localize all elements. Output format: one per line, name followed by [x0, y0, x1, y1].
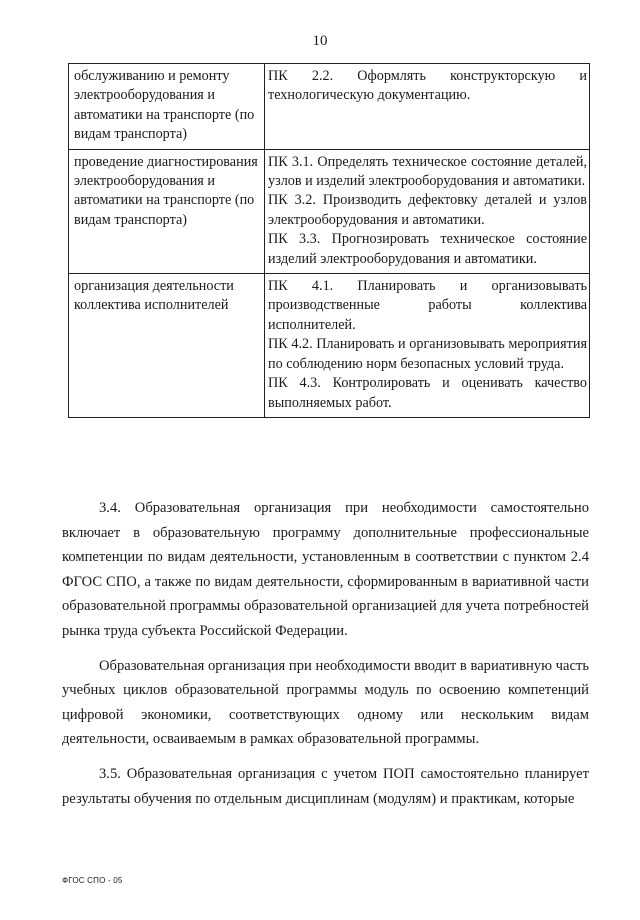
competence-item: ПК 2.2. Оформлять конструкторскую и технологическую документацию. — [268, 68, 587, 104]
competence-table — [68, 63, 590, 418]
paragraph-3-5: 3.5. Образовательная организация с учетом ПОП самостоятельно планирует результаты обучения по отдельным дисциплинам (модулям) и практикам, которые — [62, 765, 589, 807]
competence-item: ПК 4.1. Планировать и организовывать производственные работы коллектива исполнителей. — [268, 278, 587, 333]
body-text — [62, 496, 589, 821]
activity-cell: проведение диагностирования электрооборудования и автоматики на транспорте (по видам транспорта) — [69, 149, 265, 273]
competence-item: ПК 4.3. Контролировать и оценивать качество выполняемых работ. — [268, 375, 587, 411]
activity-cell: организация деятельности коллектива исполнителей — [69, 274, 265, 418]
competence-item: ПК 3.3. Прогнозировать техническое состояние изделий электрооборудования и автоматики. — [268, 231, 587, 267]
table-row — [69, 149, 590, 273]
competences-cell — [265, 64, 590, 150]
document-footer: ФГОС СПО - 05 — [62, 876, 123, 885]
competence-item: ПК 3.2. Производить дефектовку деталей и узлов электрооборудования и автоматики. — [268, 192, 587, 228]
table-row — [69, 64, 590, 150]
competences-cell — [265, 274, 590, 418]
competence-item: ПК 3.1. Определять техническое состояние деталей, узлов и изделий электрооборудования и автоматики. — [268, 153, 587, 190]
competences-cell — [265, 149, 590, 273]
page-number: 10 — [312, 33, 328, 49]
competence-item: ПК 4.2. Планировать и организовывать мероприятия по соблюдению норм безопасных условий труда. — [268, 336, 587, 372]
paragraph-3-4: 3.4. Образовательная организация при необходимости самостоятельно включает в образовательную программу дополнительные профессиональные компетенции по видам деятельности, установленным в соответствии с пунктом 2.4 ФГОС СПО, а также по видам деятельности, сформированным в вариативной части образовательной программы образовательной организацией для учета потребностей рынка труда субъекта Российской Федерации. — [62, 500, 589, 639]
activity-cell: обслуживанию и ремонту электрооборудования и автоматики на транспорте (по видам транспорта) — [69, 64, 265, 150]
table-row — [69, 274, 590, 418]
paragraph-digital-economy: Образовательная организация при необходимости вводит в вариативную часть учебных циклов образовательной программы модуль по освоению компетенций цифровой экономики, соответствующих одному или нескольким видам деятельности, осваиваемым в рамках образовательной программы. — [62, 657, 589, 748]
